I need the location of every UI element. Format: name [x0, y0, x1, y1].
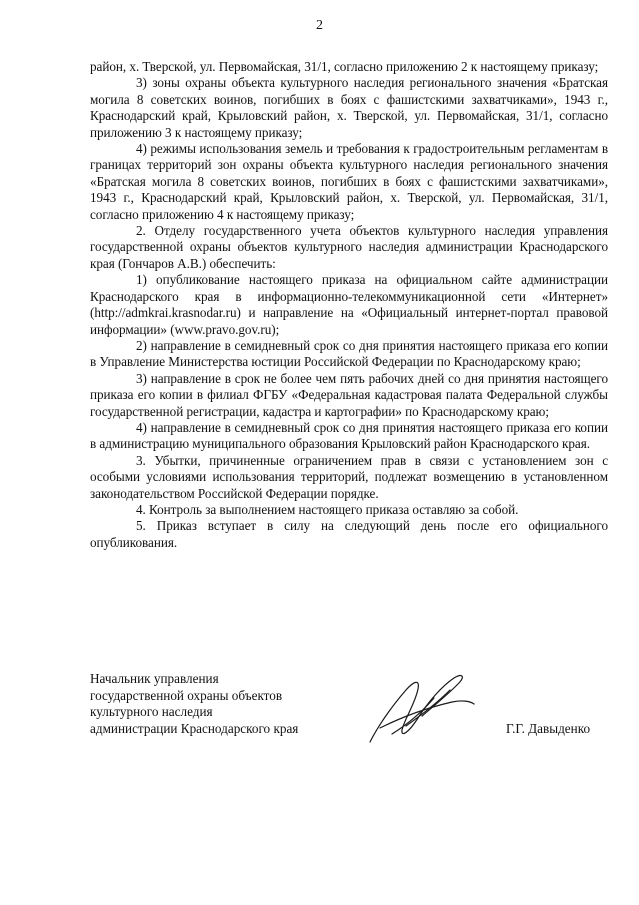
- signatory-title-line: государственной охраны объектов: [90, 687, 283, 703]
- paragraph-subitem-1: 1) опубликование настоящего приказа на официальном сайте администрации Краснодарского края в информационно-телекоммуникационной сети «Интернет» (http://admkrai.krasnodar.ru) и направление на «Официальный интернет-портал правовой информации» (www.pravo.gov.ru);: [90, 272, 608, 337]
- paragraph-subitem-2: 2) направление в семидневный срок со дня принятия настоящего приказа его копии в Управление Министерства юстиции Российской Федерации по Краснодарскому краю;: [90, 337, 608, 370]
- paragraph-subitem-3: 3) направление в срок не более чем пять рабочих дней со дня принятия настоящего приказа его копии в филиал ФГБУ «Федеральная кадастровая палата Федеральной службы государственной регистрации, кадастра и картографии» по Краснодарскому краю;: [90, 370, 608, 419]
- handwritten-signature: [362, 668, 480, 750]
- signatory-title-line: Начальник управления: [90, 671, 219, 686]
- paragraph-section-4: 4. Контроль за выполнением настоящего приказа оставляю за собой.: [136, 501, 519, 517]
- signatory-title: [90, 671, 380, 737]
- document-body: [90, 59, 608, 551]
- signatory-name: Г.Г. Давыденко: [506, 721, 591, 736]
- paragraph-item-3: 3) зоны охраны объекта культурного наследия регионального значения «Братская могила 8 советских воинов, погибших в боях с фашистскими захватчиками», 1943 г., Краснодарский край, Крыловский район, х. Тверской, ул. Первомайская, 31/1, согласно приложению 3 к настоящему приказу;: [90, 75, 608, 140]
- signatory-title-line: администрации Краснодарского края: [90, 720, 299, 736]
- paragraph-subitem-4: 4) направление в семидневный срок со дня принятия настоящего приказа его копии в администрацию муниципального образования Крыловский район Краснодарского края.: [90, 419, 608, 452]
- paragraph-continuation: район, х. Тверской, ул. Первомайская, 31/1, согласно приложению 2 к настоящему приказу;: [90, 59, 599, 74]
- paragraph-item-4: 4) режимы использования земель и требования к градостроительным регламентам в границах территорий зон охраны объекта культурного наследия регионального значения «Братская могила 8 советских воинов, погибших в боях с фашистскими захватчиками», 1943 г., Краснодарский край, Крыловский район, х. Тверской, ул. Первомайская, 31/1, согласно приложению 4 к настоящему приказу;: [90, 141, 608, 222]
- paragraph-section-3: 3. Убытки, причиненные ограничением прав в связи с установлением зон с особыми условиями использования территорий, подлежат возмещению в установленном законодательством Российской Федерации порядке.: [90, 452, 608, 501]
- page-number: 2: [316, 18, 323, 33]
- paragraph-section-2: 2. Отделу государственного учета объектов культурного наследия управления государственной охраны объектов культурного наследия администрации Краснодарского края (Гончаров А.В.) обеспечить:: [90, 223, 608, 271]
- paragraph-section-5: 5. Приказ вступает в силу на следующий день после его официального опубликования.: [90, 518, 608, 550]
- signatory-title-line: культурного наследия: [90, 704, 213, 719]
